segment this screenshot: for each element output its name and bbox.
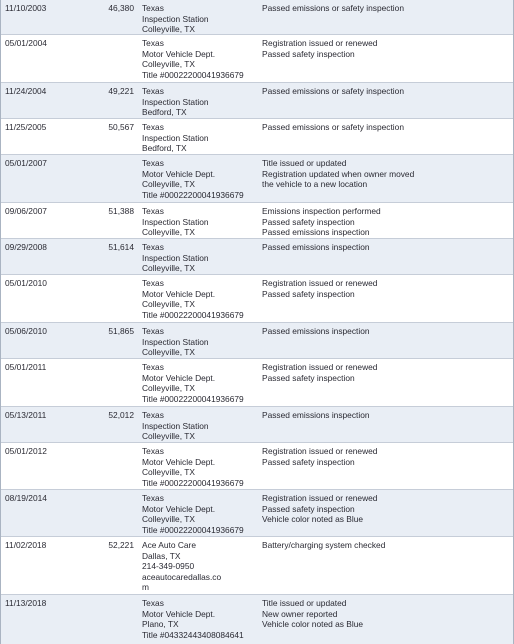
record-details: Passed emissions or safety inspection — [262, 122, 404, 132]
record-details: Passed emissions inspection — [262, 410, 370, 420]
odometer-reading: 52,012 — [108, 410, 134, 420]
record-details: Passed emissions or safety inspection — [262, 3, 404, 13]
record-source: Texas Motor Vehicle Dept. Plano, TX Title #04332443408084641 — [142, 598, 244, 640]
record-date: 05/13/2011 — [5, 410, 47, 420]
odometer-reading: 49,221 — [108, 86, 134, 96]
record-source: Texas Motor Vehicle Dept. Colleyville, TX Title #00022200041936679 — [142, 158, 244, 200]
history-row — [1, 239, 513, 275]
record-date: 09/29/2008 — [5, 242, 47, 252]
history-row — [1, 537, 513, 595]
history-row — [1, 595, 513, 644]
record-date: 11/02/2018 — [5, 540, 47, 550]
history-row — [1, 203, 513, 239]
record-details: Passed emissions inspection — [262, 242, 370, 252]
record-details: Passed emissions inspection — [262, 326, 370, 336]
history-row — [1, 490, 513, 537]
record-source: Texas Motor Vehicle Dept. Colleyville, TX Title #00022200041936679 — [142, 38, 244, 80]
record-date: 11/25/2005 — [5, 122, 47, 132]
record-details: Registration issued or renewed Passed safety inspection — [262, 362, 378, 383]
record-date: 05/01/2011 — [5, 362, 47, 372]
record-details: Registration issued or renewed Passed safety inspection — [262, 38, 378, 59]
odometer-reading: 51,865 — [108, 326, 134, 336]
record-source: Texas Inspection Station Bedford, TX — [142, 86, 209, 118]
record-details: Title issued or updated Registration updated when owner moved the vehicle to a new location — [262, 158, 415, 190]
history-row — [1, 407, 513, 443]
record-date: 11/24/2004 — [5, 86, 47, 96]
record-source: Texas Inspection Station Colleyville, TX — [142, 326, 209, 358]
history-row — [1, 155, 513, 203]
history-row — [1, 323, 513, 359]
history-row — [1, 275, 513, 323]
odometer-reading: 51,614 — [108, 242, 134, 252]
record-source: Texas Motor Vehicle Dept. Colleyville, TX Title #00022200041936679 — [142, 493, 244, 535]
record-source: Texas Motor Vehicle Dept. Colleyville, TX Title #00022200041936679 — [142, 362, 244, 404]
odometer-reading: 51,388 — [108, 206, 134, 216]
odometer-reading: 50,567 — [108, 122, 134, 132]
record-date: 05/01/2010 — [5, 278, 47, 288]
history-row — [1, 83, 513, 119]
record-details: Title issued or updated New owner reported Vehicle color noted as Blue — [262, 598, 364, 630]
record-date: 08/19/2014 — [5, 493, 47, 503]
record-date: 11/10/2003 — [5, 3, 47, 13]
record-details: Registration issued or renewed Passed safety inspection Vehicle color noted as Blue — [262, 493, 378, 525]
history-row — [1, 35, 513, 83]
record-source: Texas Inspection Station Colleyville, TX — [142, 410, 209, 442]
odometer-reading: 46,380 — [108, 3, 134, 13]
record-source: Texas Inspection Station Colleyville, TX — [142, 206, 209, 238]
record-date: 05/01/2007 — [5, 158, 47, 168]
record-date: 09/06/2007 — [5, 206, 47, 216]
record-source: Texas Motor Vehicle Dept. Colleyville, TX Title #00022200041936679 — [142, 278, 244, 320]
record-date: 05/06/2010 — [5, 326, 47, 336]
record-details: Emissions inspection performed Passed safety inspection Passed emissions inspection — [262, 206, 381, 238]
record-details: Registration issued or renewed Passed safety inspection — [262, 278, 378, 299]
record-source: Texas Inspection Station Bedford, TX — [142, 122, 209, 154]
record-source: Ace Auto Care Dallas, TX 214-349-0950 aceautocaredallas.co m — [142, 540, 222, 593]
history-row — [1, 359, 513, 407]
record-source: Texas Inspection Station Colleyville, TX — [142, 242, 209, 274]
record-date: 11/13/2018 — [5, 598, 47, 608]
odometer-reading: 52,221 — [108, 540, 134, 550]
history-row — [1, 119, 513, 155]
history-row — [1, 0, 513, 35]
record-details: Passed emissions or safety inspection — [262, 86, 404, 96]
history-row — [1, 443, 513, 490]
record-details: Registration issued or renewed Passed safety inspection — [262, 446, 378, 467]
record-source: Texas Inspection Station Colleyville, TX — [142, 3, 209, 35]
record-date: 05/01/2012 — [5, 446, 47, 456]
record-date: 05/01/2004 — [5, 38, 47, 48]
record-source: Texas Motor Vehicle Dept. Colleyville, TX Title #00022200041936679 — [142, 446, 244, 488]
record-details: Battery/charging system checked — [262, 540, 386, 550]
